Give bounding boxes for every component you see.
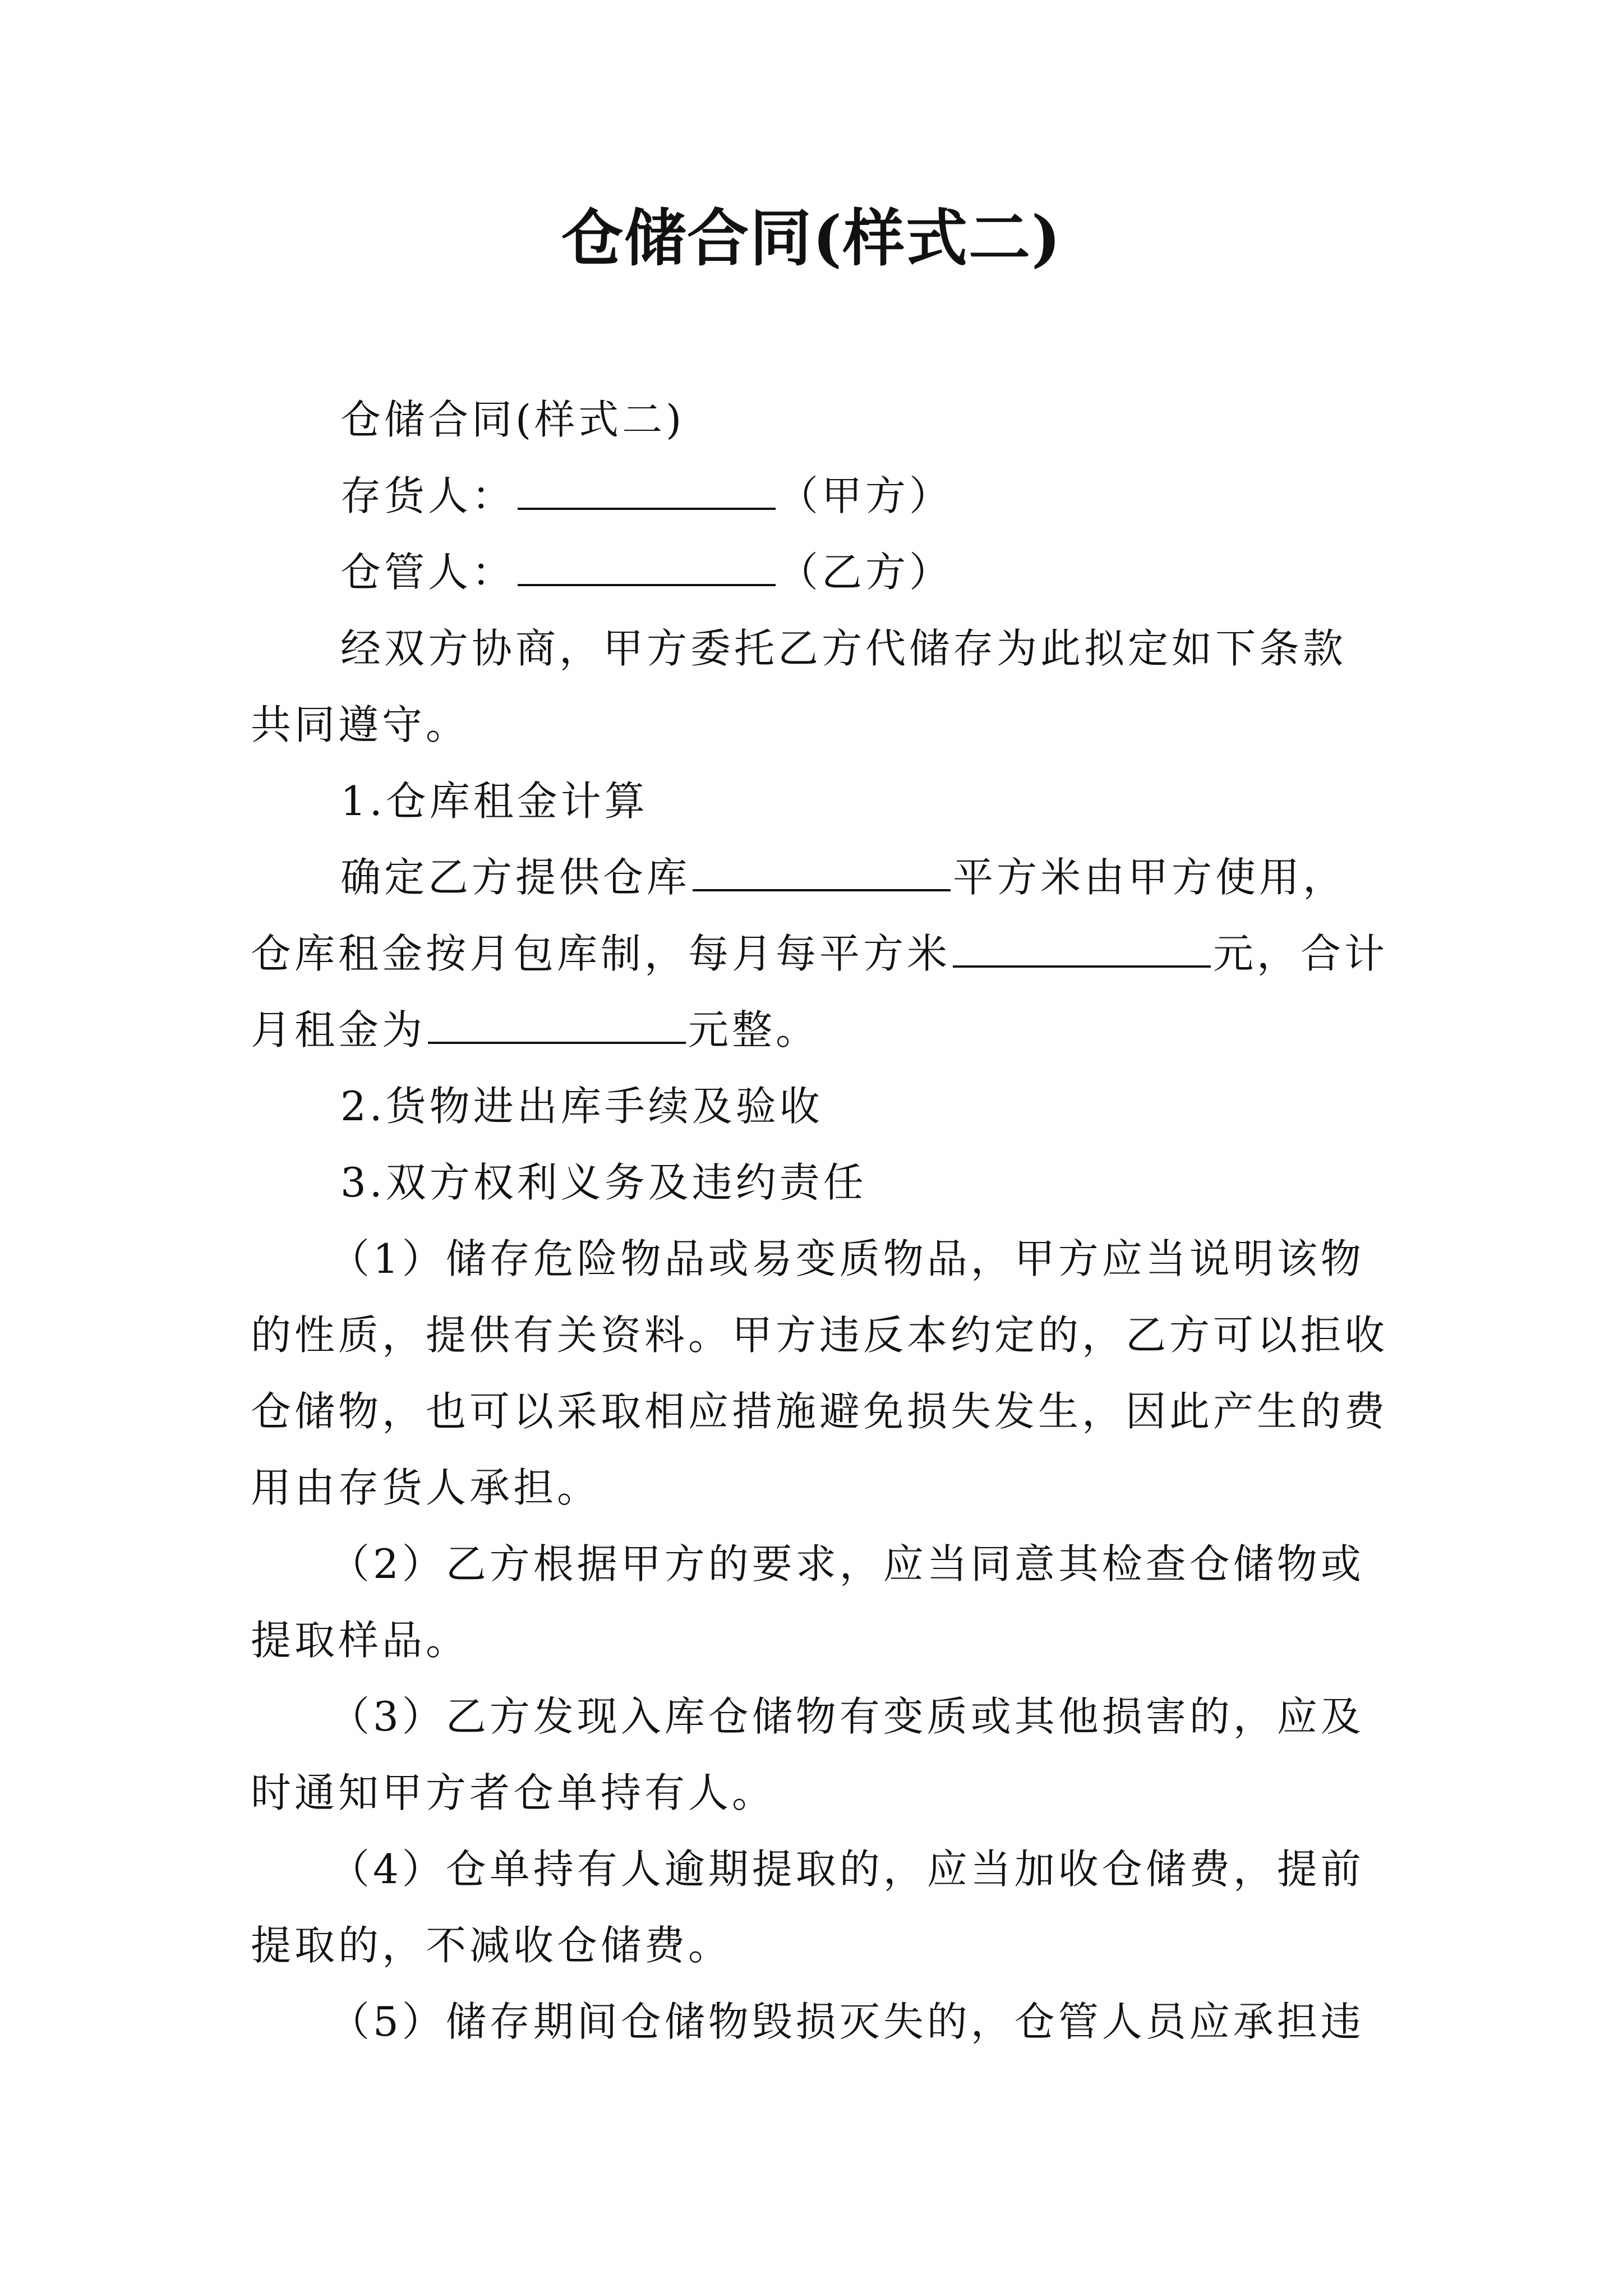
document-title: 仓储合同(样式二) (561, 202, 1062, 274)
depositor-blank (518, 467, 776, 510)
section-3-heading: 3.双方权利义务及违约责任 (340, 1159, 867, 1206)
intro-paragraph: 经双方协商，甲方委托乙方代储存为此拟定如下条款共同遵守。 (251, 625, 1347, 748)
area-blank (693, 849, 951, 891)
keeper-line (251, 534, 1389, 610)
clause-4: （4）仓单持有人逾期提取的，应当加收仓储费，提前提取的，不减收仓储费。 (251, 1846, 1364, 1969)
unit-price-blank (953, 925, 1211, 968)
clause-5: （5）储存期间仓储物毁损灭失的，仓管人员应承担违 (329, 1998, 1364, 2045)
clause-1: （1）储存危险物品或易变质物品，甲方应当说明该物的性质，提供有关资料。甲方违反本约定的，乙方可以拒收仓储物，也可以采取相应措施避免损失发生，因此产生的费用由存货人承担。 (251, 1235, 1389, 1511)
depositor-label: 存货人： (340, 472, 516, 519)
rent-text-c: 元，合计月租金为 (251, 930, 1389, 1053)
clause-3: （3）乙方发现入库仓储物有变质或其他损害的，应及时通知甲方者仓单持有人。 (251, 1693, 1364, 1816)
section-1-heading: 1.仓库租金计算 (340, 777, 648, 825)
keeper-role: （乙方） (778, 549, 953, 596)
keeper-label: 仓管人： (340, 549, 516, 596)
total-rent-blank (428, 1001, 686, 1044)
depositor-line (251, 458, 1389, 534)
rent-paragraph (251, 839, 1389, 1068)
section-2-heading: 2.货物进出库手续及验收 (340, 1083, 823, 1130)
rent-text-b: 平方米由甲方使用，仓库租金按月包库制，每月每平方米 (251, 854, 1347, 977)
clause-2: （2）乙方根据甲方的要求，应当同意其检查仓储物或提取样品。 (251, 1540, 1364, 1664)
subtitle-line: 仓储合同(样式二) (340, 396, 685, 443)
rent-text-d: 元整。 (688, 1006, 820, 1053)
document-body (251, 381, 1389, 2060)
rent-text-a: 确定乙方提供仓库 (340, 854, 691, 901)
depositor-role: （甲方） (778, 472, 953, 519)
keeper-blank (518, 544, 776, 586)
